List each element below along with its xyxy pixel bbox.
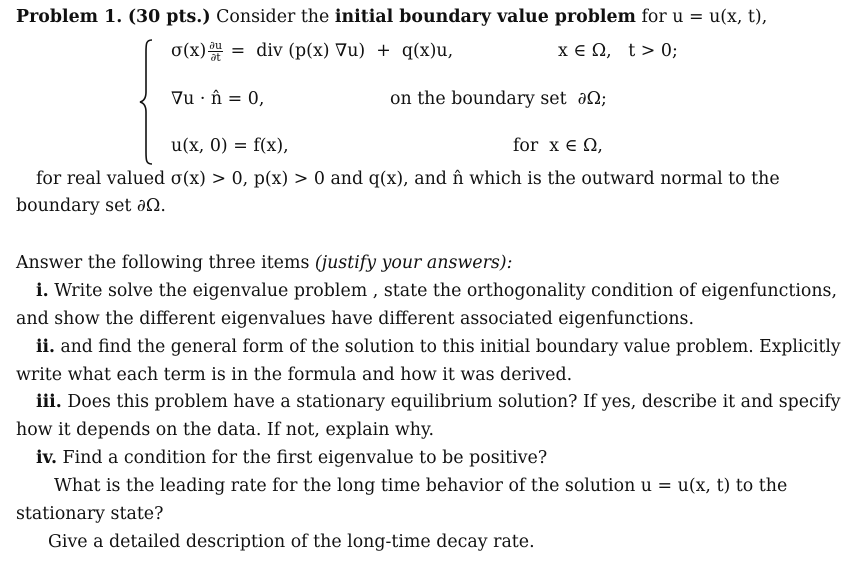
eq1-frac-den: ∂t bbox=[210, 51, 221, 64]
item-iv-label: iv. bbox=[36, 448, 58, 468]
item-ii-line-2: write what each term is in the formula and how it was derived. bbox=[16, 365, 573, 385]
eq2-domain: on the boundary set ∂Ω; bbox=[390, 89, 607, 109]
problem-points: (30 pts.) bbox=[127, 7, 211, 27]
eq1-lhs: σ(x) bbox=[171, 41, 207, 61]
item-iv-line-1 bbox=[36, 447, 547, 469]
item-i-label: i. bbox=[36, 281, 49, 301]
eq1-fraction bbox=[208, 40, 223, 63]
answer-intro-a: Answer the following three items bbox=[16, 253, 310, 273]
problem-intro-a: Consider the bbox=[216, 7, 330, 27]
problem-intro-bold: initial boundary value problem bbox=[334, 7, 636, 27]
eq1-rhs: = div (p(x) ∇u) + q(x)u, bbox=[230, 41, 454, 61]
eq3-domain: for x ∈ Ω, bbox=[513, 136, 603, 156]
item-i-text-1: Write solve the eigenvalue problem , state the orthogonality condition of eigenfunctions, bbox=[54, 281, 838, 301]
answer-intro-italic: (justify your answers): bbox=[314, 253, 513, 273]
item-iii-text-1: Does this problem have a stationary equilibrium solution? If yes, describe it and specify bbox=[67, 392, 841, 412]
item-iii-line-1 bbox=[36, 391, 841, 413]
eq1-frac-num: ∂u bbox=[209, 39, 223, 52]
item-iv-line-4: Give a detailed description of the long-time decay rate. bbox=[48, 532, 535, 552]
item-ii-label: ii. bbox=[36, 337, 56, 357]
item-iv-text-1: Find a condition for the first eigenvalue to be positive? bbox=[62, 448, 548, 468]
item-iv-line-2: What is the leading rate for the long time behavior of the solution u = u(x, t) to the bbox=[54, 476, 788, 496]
item-iv-line-3: stationary state? bbox=[16, 504, 164, 524]
answer-intro bbox=[16, 252, 512, 274]
item-i-line-2: and show the different eigenvalues have different associated eigenfunctions. bbox=[16, 309, 694, 329]
item-iii-line-2: how it depends on the data. If not, explain why. bbox=[16, 420, 435, 440]
problem-intro-b: for u = u(x, t), bbox=[641, 7, 768, 27]
item-ii-line-1 bbox=[36, 336, 841, 358]
problem-heading: Problem 1. bbox=[16, 7, 123, 27]
equation-1 bbox=[171, 40, 453, 63]
item-i-line-1 bbox=[36, 280, 837, 302]
conditions-line-2: boundary set ∂Ω. bbox=[16, 196, 166, 216]
equation-3: u(x, 0) = f(x), bbox=[171, 136, 289, 156]
eq1-domain: x ∈ Ω, t > 0; bbox=[558, 41, 678, 61]
system-brace bbox=[138, 38, 154, 166]
equation-2: ∇u · n̂ = 0, bbox=[171, 89, 265, 109]
conditions-line-1: for real valued σ(x) > 0, p(x) > 0 and q(x), and n̂ which is the outward normal to the bbox=[36, 169, 780, 189]
item-iii-label: iii. bbox=[36, 392, 62, 412]
problem-heading-line bbox=[16, 6, 767, 28]
item-ii-text-1: and find the general form of the solution to this initial boundary value problem. Explicitly bbox=[60, 337, 841, 357]
